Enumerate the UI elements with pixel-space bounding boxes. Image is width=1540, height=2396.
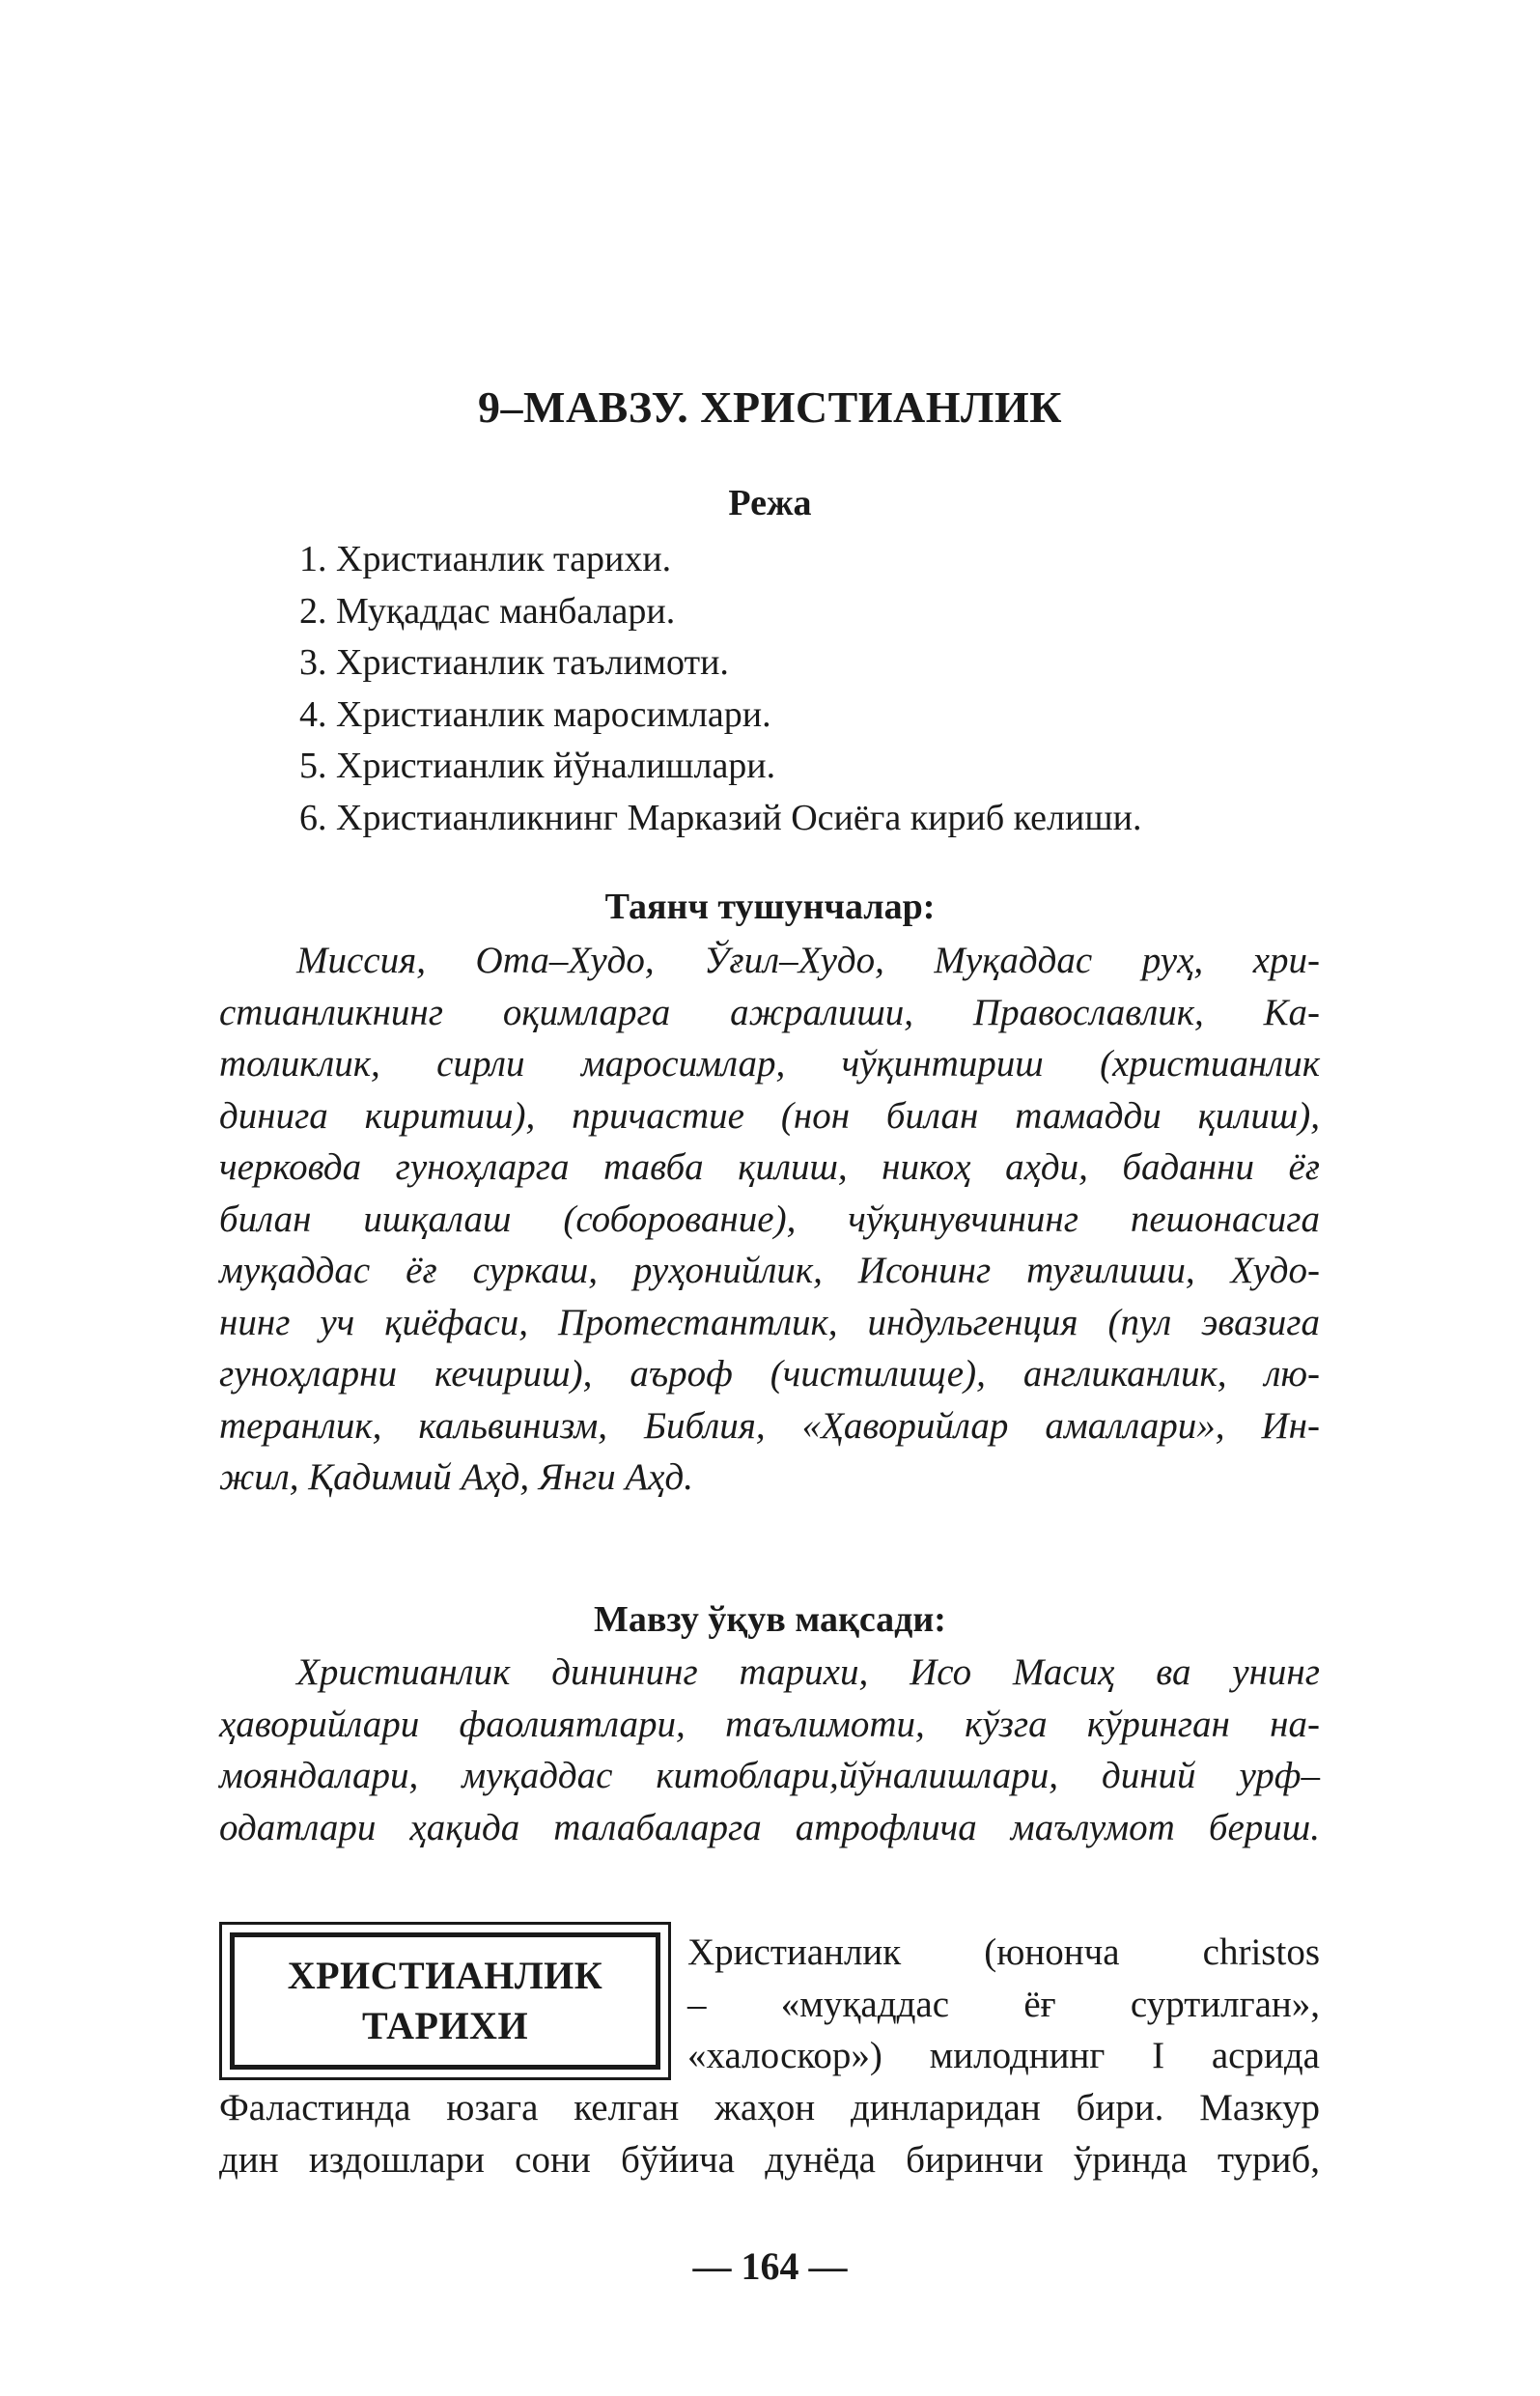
text-line: жил, Қадимий Аҳд, Янги Аҳд. — [219, 1456, 693, 1498]
text-line: теранлик, кальвинизм, Библия, «Ҳаворийлар амаллари», Ин- — [219, 1404, 1320, 1447]
text-line: билан ишқалаш (соборование), чўқинувчининг пешонасига — [219, 1198, 1320, 1240]
plan-item: 5. Христианлик йўналишлари. — [299, 746, 776, 786]
section-intro-side-text — [687, 1927, 1320, 2082]
text-line: – «муқаддас ёғ суртилган», — [687, 1983, 1320, 2025]
text-line: дин издошлари сони бўйича дунёда биринчи ўринда туриб, — [219, 2138, 1320, 2181]
plan-list — [299, 534, 1361, 844]
text-line: гуноҳларни кечириш), аъроф (чистилище), англиканлик, лю- — [219, 1353, 1320, 1395]
plan-item: 1. Христианлик тарихи. — [299, 539, 672, 579]
page-number: — 164 — — [692, 2244, 848, 2288]
plan-item: 2. Муқаддас манбалари. — [299, 590, 676, 632]
section-title-box — [219, 1922, 671, 2080]
text-line: муқаддас ёғ суркаш, руҳонийлик, Исонинг туғилиши, Худо- — [219, 1250, 1320, 1291]
section-title-line: ХРИСТИАНЛИК — [287, 1954, 603, 1997]
text-line: Христианлик динининг тарихи, Исо Масиҳ ва унинг — [296, 1651, 1320, 1693]
key-concepts-paragraph — [219, 935, 1320, 1504]
text-line: ҳаворийлари фаолиятлари, таълимоти, кўзга кўринган на- — [219, 1703, 1320, 1745]
text-line: толиклик, сирли маросимлар, чўқинтириш (христианлик — [219, 1043, 1320, 1085]
key-concepts-heading: Таянч тушунчалар: — [604, 887, 936, 927]
text-line: стианликнинг оқимларга ажралиши, Православлик, Ка- — [219, 991, 1320, 1033]
text-line: «халоскор») милоднинг I асрида — [687, 2035, 1320, 2076]
plan-item: 4. Христианлик маросимлари. — [299, 693, 771, 735]
text-line: нинг уч қиёфаси, Протестантлик, индульгенция (пул эвазига — [219, 1301, 1320, 1343]
text-line: черковда гуноҳларга тавба қилиш, никоҳ аҳди, баданни ёғ — [219, 1146, 1320, 1188]
plan-item: 6. Христианликнинг Марказий Осиёга кириб келиши. — [299, 797, 1142, 838]
plan-heading: Режа — [728, 483, 812, 523]
section-title-line: ТАРИХИ — [361, 2004, 529, 2047]
text-line: мояндалари, муқаддас китоблари,йўналишлари, диний урф– — [219, 1755, 1320, 1796]
section-title-box-inner — [230, 1932, 660, 2070]
plan-item: 3. Христианлик таълимоти. — [299, 642, 729, 683]
section-body-text — [219, 2082, 1320, 2185]
text-line: Фаластинда юзага келган жаҳон динларидан бири. Мазкур — [219, 2087, 1320, 2128]
text-line: Миссия, Ота–Худо, Ўғил–Худо, Муқаддас руҳ, хри- — [296, 940, 1320, 981]
text-line: одатлари ҳақида талабаларга атрофлича маълумот бериш. — [219, 1806, 1320, 1848]
text-line: Христианлик (юнонча christos — [687, 1931, 1320, 1973]
goal-paragraph — [219, 1647, 1320, 1853]
text-line: динига киритиш), причастие (нон билан тамадди қилиш), — [219, 1094, 1320, 1137]
chapter-title: 9–МАВЗУ. ХРИСТИАНЛИК — [478, 382, 1062, 432]
goal-heading: Мавзу ўқув мақсади: — [594, 1599, 946, 1640]
